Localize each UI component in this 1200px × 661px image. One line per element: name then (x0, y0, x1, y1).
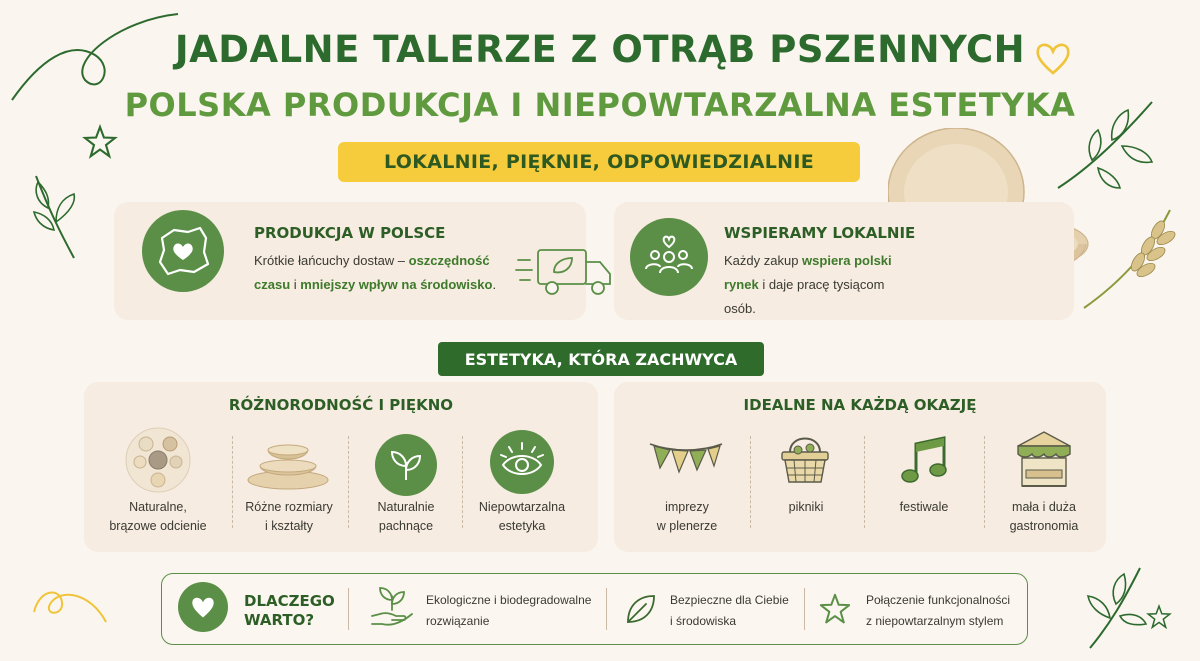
occasion-caption-4-line2: gastronomia (1009, 519, 1079, 533)
occasion-caption-4-line1: mała i duża (1012, 500, 1076, 514)
production-heading: PRODUKCJA W POLSCE (254, 224, 446, 242)
why-text-3-line1: Połączenie funkcjonalności (866, 593, 1011, 607)
divider (232, 436, 233, 528)
why-text-2-line1: Bezpieczne dla Ciebie (670, 593, 789, 607)
occasion-caption-3 (876, 498, 972, 517)
diversity-caption-3-line1: Naturalnie (377, 500, 435, 514)
poland-map-badge (142, 210, 224, 292)
occasion-caption-4 (994, 498, 1094, 536)
diversity-caption-4-line2: estetyka (498, 519, 546, 533)
diversity-caption-4-line1: Niepowtarzalna (478, 500, 566, 514)
local-text-bold: wspiera polski rynek (724, 253, 892, 292)
occasion-caption-1-line2: w plenerze (656, 519, 718, 533)
why-text-1 (426, 590, 602, 632)
sprout-doodle-right-icon (1080, 564, 1150, 650)
why-text-1-line1: Ekologiczne i biodegradowalne (426, 593, 592, 607)
hand-sprout-icon (370, 586, 414, 628)
diversity-caption-2-line1: Różne rozmiary (245, 500, 333, 514)
why-text-2-line2: i środowiska (670, 614, 737, 628)
aesthetics-banner: ESTETYKA, KTÓRA ZACHWYCA (438, 342, 764, 376)
why-text-2 (670, 590, 800, 632)
divider (606, 588, 607, 630)
stacked-plates-icon (246, 432, 330, 492)
occasion-caption-2 (758, 498, 854, 517)
swirl-yellow-icon (30, 582, 110, 632)
local-heading: WSPIERAMY LOKALNIE (724, 224, 916, 242)
diversity-caption-1-line1: Naturalne, (129, 500, 187, 514)
diversity-caption-3-line2: pachnące (378, 519, 434, 533)
divider (750, 436, 751, 528)
why-text-3-line2: z niepowtarzalnym stylem (866, 614, 1004, 628)
local-text-pre: Każdy zakup (724, 253, 803, 268)
why-text-3 (866, 590, 1022, 632)
community-icon (643, 233, 695, 281)
community-badge (630, 218, 708, 296)
leaves-icon (388, 448, 424, 482)
star-icon (818, 592, 852, 626)
local-text-post: i daje pracę tysiącom osób. (724, 277, 885, 316)
why-heading-line2: WARTO? (244, 611, 315, 629)
poland-heart-icon (154, 224, 212, 278)
tagline-banner: LOKALNIE, PIĘKNIE, ODPOWIEDZIALNIE (338, 142, 860, 182)
leaf-icon (624, 592, 658, 626)
color-palette-icon (124, 426, 192, 494)
delivery-truck-icon (514, 244, 614, 298)
natural-scent-badge (375, 434, 437, 496)
occasions-heading: IDEALNE NA KAŻDĄ OKAZJĘ (743, 396, 977, 414)
occasion-caption-3-line1: festiwale (899, 500, 949, 514)
page-title: JADALNE TALERZE Z OTRĄB PSZENNYCH (174, 28, 1026, 71)
divider (462, 436, 463, 528)
occasion-caption-1 (632, 498, 742, 536)
production-text-mid: i (290, 277, 301, 292)
why-text-1-line2: rozwiązanie (426, 614, 490, 628)
divider (984, 436, 985, 528)
production-text (254, 249, 504, 297)
diversity-caption-1-line2: brązowe odcienie (109, 519, 207, 533)
bunting-icon (648, 438, 724, 478)
diversity-heading: RÓŻNORODNOŚĆ I PIĘKNO (228, 396, 454, 414)
food-stall-icon (1012, 428, 1076, 490)
diversity-caption-1 (100, 498, 216, 536)
divider (864, 436, 865, 528)
divider (804, 588, 805, 630)
eye-icon (499, 441, 545, 483)
heart-badge (178, 582, 228, 632)
production-text-bold2: mniejszy wpływ na środowisko (300, 277, 493, 292)
unique-aesthetics-badge (490, 430, 554, 494)
picnic-basket-icon (776, 428, 834, 486)
heart-icon (189, 594, 217, 620)
star-doodle-right-icon (1146, 604, 1172, 630)
divider (348, 588, 349, 630)
occasion-caption-2-line1: pikniki (788, 500, 824, 514)
diversity-caption-3 (356, 498, 456, 536)
local-text (724, 249, 894, 321)
page-subtitle: POLSKA PRODUKCJA I NIEPOWTARZALNA ESTETYKA (124, 86, 1076, 124)
diversity-caption-2-line2: i kształty (265, 519, 313, 533)
why-heading-line1: DLACZEGO (244, 592, 335, 610)
production-text-pre: Krótkie łańcuchy dostaw – (254, 253, 409, 268)
sprout-doodle-icon (30, 172, 82, 260)
why-heading (244, 592, 335, 630)
diversity-caption-2 (236, 498, 342, 536)
music-note-icon (900, 434, 950, 488)
divider (348, 436, 349, 528)
star-doodle-icon (82, 124, 118, 160)
production-text-post: . (492, 277, 497, 292)
wheat-icon (1078, 204, 1178, 314)
occasion-caption-1-line1: imprezy (665, 500, 709, 514)
diversity-caption-4 (466, 498, 578, 536)
production-text-bold1: oszczędność czasu (254, 253, 490, 292)
